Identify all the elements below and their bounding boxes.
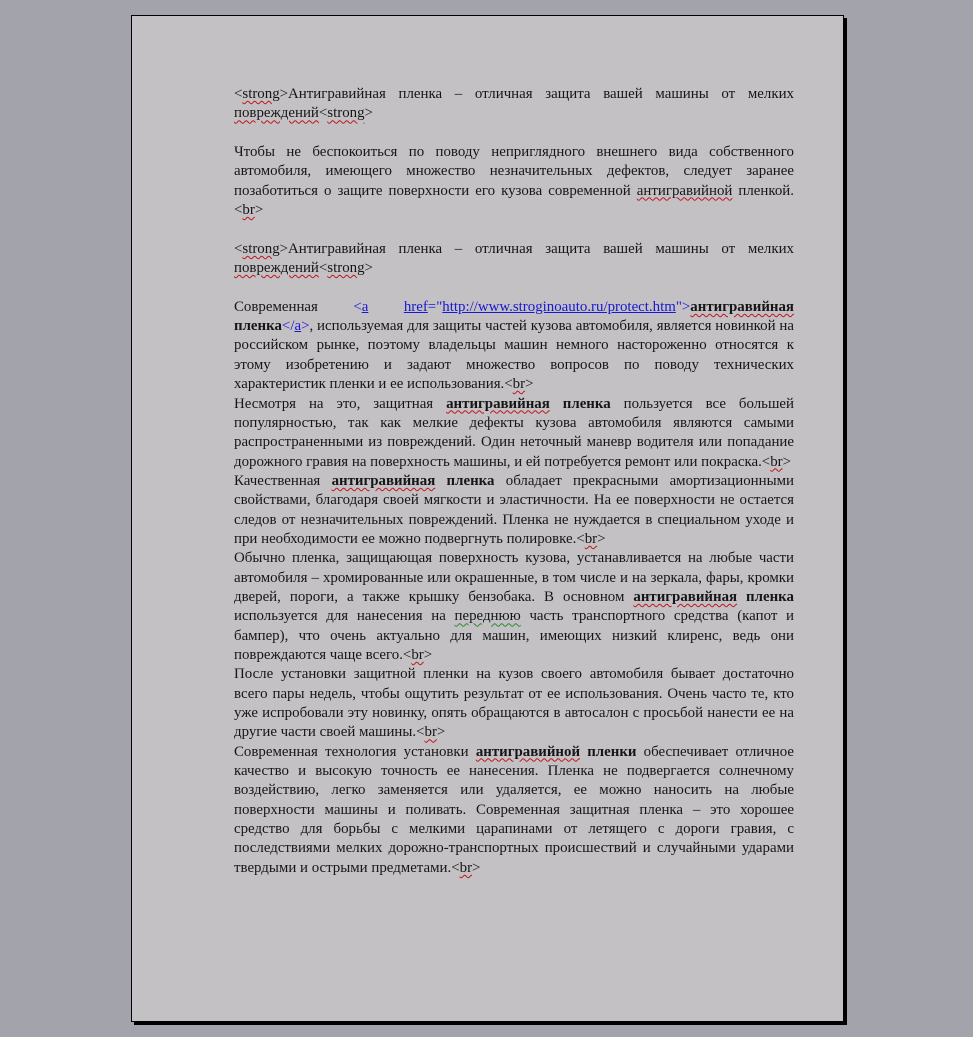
misspelled-word: br: [459, 859, 473, 876]
paragraph: [234, 240, 794, 279]
text-run: пользуется все большей популярностью, так как мелкие дефекты кузова автомобиля являются самыми распространенными из повреждений. Один неточный маневр водителя или попадание дорожного гравия на поверхность машины, и ей потребуется ремонт или покраска.<: [234, 395, 794, 470]
misspelled-word: br: [512, 376, 526, 393]
paragraph: [234, 143, 794, 220]
blank-line: [234, 278, 794, 297]
misspelled-word: strong: [327, 260, 365, 277]
text-run: >: [364, 260, 373, 277]
bold-keyword: антигравийной: [475, 743, 581, 760]
misspelled-word: strong: [242, 240, 280, 257]
bold-keyword: пленка: [549, 395, 611, 412]
text-run: обладает прекрасными амортизационными свойствами, благодаря своей мягкости и эластичности. На ее поверхности не остается следов от незначительных повреждений. Пленка не нуждается в специальном уходе и при необходимости ее можно подвергнуть полировке.<: [234, 472, 794, 547]
misspelled-word: br: [242, 202, 255, 219]
hyperlink-text: http://www.stroginoauto.ru/protect.htm: [442, 298, 676, 315]
text-run: >: [254, 202, 264, 219]
text-run: пленкой.<: [234, 182, 794, 219]
hyperlink-text: </: [281, 318, 295, 335]
text-run: >: [472, 859, 481, 876]
text-run: >: [597, 530, 606, 547]
hyperlink-text: >: [301, 318, 310, 335]
bold-keyword: пленка: [435, 472, 495, 489]
bold-keyword: пленка: [737, 588, 794, 605]
blank-line: [234, 124, 794, 143]
paragraph: [234, 85, 794, 124]
text-run: , используемая для защиты частей кузова автомобиля, является новинкой на российском рынке, поэтому владельцы машин немного настороженно относятся к этому изобретению и задают множество вопросов по поводу технических характеристик пленки и ее использования.<: [234, 318, 794, 393]
text-run: >: [525, 376, 534, 393]
misspelled-word: strong: [327, 105, 365, 122]
bold-keyword: антигравийная: [446, 395, 550, 412]
text-run: <: [234, 86, 243, 102]
misspelled-word: strong: [242, 86, 280, 102]
hyperlink-text: ">: [675, 298, 691, 315]
misspelled-word: br: [424, 724, 437, 741]
text-run: После установки защитной пленки на кузов своего автомобиля бывает достаточно всего пары недель, чтобы ощутить результат от ее использования. Очень часто те, кто уже испробовали эту новинку, опять обращаются в автосалон с просьбой нанести ее на другие части своей машины.<: [234, 666, 794, 741]
text-run: часть транспортного средства (капот и бампер), что очень актуально для машин, имеющих низкий клиренс, ведь они повреждаются чаще всего.<: [234, 608, 794, 663]
bold-keyword: антигравийная: [633, 588, 738, 605]
text-run: >Антигравийная пленка – отличная защита вашей машины от мелких: [279, 240, 794, 257]
bold-keyword: пленки: [580, 743, 637, 760]
document-body[interactable]: [234, 85, 794, 878]
hyperlink-text: =": [427, 298, 443, 315]
paragraph: [234, 298, 794, 395]
text-run: >: [423, 646, 433, 663]
text-run: >Антигравийная пленка – отличная защита вашей машины от мелких: [279, 86, 794, 102]
text-run: Качественная: [234, 472, 332, 489]
text-run: <: [318, 260, 328, 277]
text-run: обеспечивает отличное качество и высокую точность ее нанесения. Пленка не подвергается солнечному воздействию, легко заменяется или удаляется, ее можно наносить на любые поверхности машины и поливать. Современная защитная пленка – это хорошее средство для борьбы с мелкими царапинами от летящего с дороги гравия, с последствиями мелких дорожно-транспортных происшествий и случайными ударами твердыми и острыми предметами.<: [234, 743, 794, 876]
document-page: [131, 15, 844, 1022]
misspelled-word: повреждений: [234, 260, 319, 277]
paragraph: [234, 665, 794, 742]
hyperlink-text: a: [294, 318, 302, 335]
misspelled-word: br: [770, 453, 783, 470]
blank-line: [234, 220, 794, 239]
hyperlink-text: [368, 299, 403, 315]
hyperlink-text: <: [353, 298, 362, 315]
hyperlink-text: href: [403, 298, 428, 315]
misspelled-word: br: [411, 646, 424, 663]
misspelled-word: антигравийной: [636, 182, 733, 199]
text-run: Чтобы не беспокоиться по поводу неприглядного внешнего вида собственного автомобиля, имеющего множество незначительных дефектов, следует заранее позаботиться о защите поверхности его кузова современной: [234, 144, 794, 199]
grammar-flagged-word: переднюю: [454, 608, 521, 625]
misspelled-word: повреждений: [234, 105, 319, 122]
paragraph: [234, 395, 794, 472]
text-run: Несмотря на это, защитная: [234, 395, 447, 412]
text-run: <: [318, 105, 328, 122]
paragraph: [234, 472, 794, 549]
text-run: >: [782, 453, 792, 470]
text-run: Современная: [234, 298, 354, 315]
text-run: Современная технология установки: [234, 743, 476, 760]
text-run: >: [364, 105, 373, 122]
paragraph: [234, 549, 794, 665]
bold-keyword: пленка: [234, 318, 282, 335]
bold-keyword: антигравийная: [331, 472, 436, 489]
paragraph: [234, 743, 794, 878]
hyperlink-text: a: [361, 298, 369, 315]
text-run: Обычно пленка, защищающая поверхность кузова, устанавливается на любые части автомобиля – хромированные или окрашенные, в том числе и на зеркала, фары, кромки дверей, пороги, а также крышку бензобака. В основном: [234, 550, 794, 605]
text-run: >: [436, 724, 446, 741]
text-run: <: [234, 240, 243, 257]
misspelled-word: br: [584, 530, 598, 547]
text-run: используется для нанесения на: [234, 608, 455, 625]
bold-keyword: антигравийная: [690, 298, 794, 315]
